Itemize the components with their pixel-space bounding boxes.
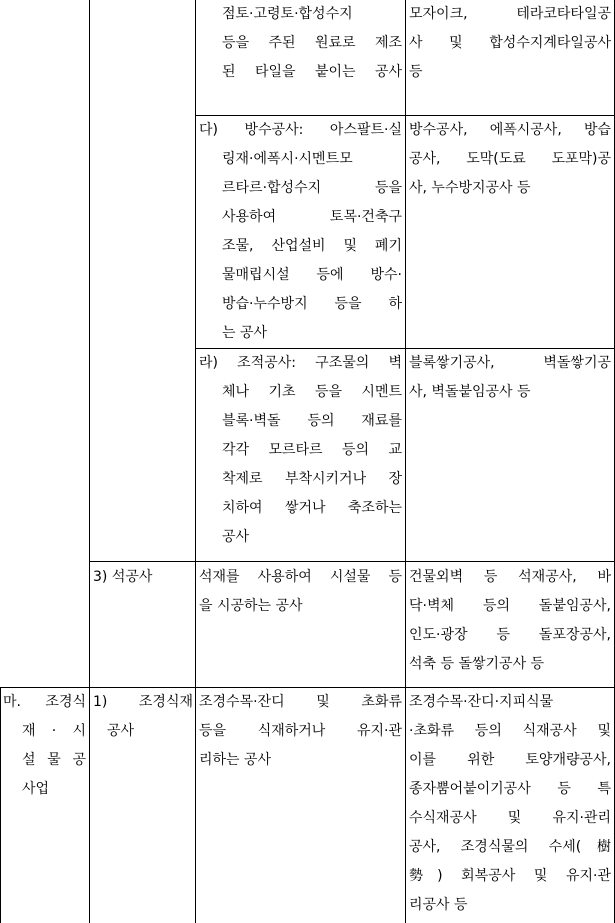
description-line: 각각 모르타르 등의 교 xyxy=(222,442,402,458)
description-line: 방습·누수방지 등을 하 xyxy=(222,296,402,312)
examples-line: 건물외벽 등 석재공사, 바 xyxy=(409,569,611,585)
examples-line: 인도·광장 등 돌포장공사, xyxy=(409,627,611,643)
description-line: 사용하여 토목·건축구 xyxy=(222,209,402,225)
subcategory-line: 1) 조경식재 xyxy=(93,694,193,710)
examples-line: 방수공사, 에폭시공사, 방습 xyxy=(409,122,611,138)
description-line: 을 시공하는 공사 xyxy=(199,598,303,614)
row-tile-description xyxy=(222,0,402,87)
subcategory-line: 공사 xyxy=(107,723,135,739)
row-masonry-examples xyxy=(409,349,611,407)
table-border-left xyxy=(0,687,1,923)
column-divider-desc xyxy=(405,0,406,923)
description-line: 링재·에폭시·시멘트모 xyxy=(222,151,353,167)
category-line: 마. 조경식 xyxy=(3,694,86,710)
examples-line: 닥·벽체 등의 돌붙임공사, xyxy=(409,598,611,614)
examples-line: 블록쌓기공사, 벽돌쌓기공 xyxy=(409,355,611,371)
description-line: 체나 기초 등을 시멘트 xyxy=(222,384,402,400)
examples-line: 리공사 등 xyxy=(409,897,468,913)
description-line: 공사 xyxy=(222,529,250,545)
description-line: 점토·고령토·합성수지 xyxy=(222,6,353,22)
examples-line: 수식재공사 및 유지·관리 xyxy=(409,810,611,826)
description-line: 블록·벽돌 등의 재료를 xyxy=(222,413,402,429)
row-waterproofing-examples xyxy=(409,116,611,203)
examples-line: 勢) 회복공사 및 유지·관 xyxy=(409,868,611,884)
row-tile-examples xyxy=(409,0,611,87)
description-line: 물매립시설 등에 방수· xyxy=(222,267,402,283)
row-landscape-description xyxy=(199,688,402,775)
category-line: 사업 xyxy=(22,781,50,797)
description-line: 등을 주된 원료로 제조 xyxy=(222,35,402,51)
row-stone-examples xyxy=(409,563,611,679)
row-divider-3 xyxy=(89,561,615,562)
examples-line: ·초화류 등의 식재공사 및 xyxy=(409,723,611,739)
description-line: 조경수목·잔디 및 초화류 xyxy=(199,694,402,710)
examples-line: 사, 벽돌붙임공사 등 xyxy=(409,384,531,400)
row-stone-description xyxy=(199,563,402,621)
category-line: 설 물 공 xyxy=(22,752,86,768)
examples-line: 조경수목·잔디·지피식물 xyxy=(409,694,554,710)
examples-line: 석축 등 돌쌓기공사 등 xyxy=(409,656,545,672)
description-line: 치하여 쌓거나 축조하는 xyxy=(222,500,402,516)
subcategory-label: 3) 석공사 xyxy=(93,569,153,585)
description-line: 된 타일을 붙이는 공사 xyxy=(222,64,402,80)
row-landscape-examples xyxy=(409,688,611,920)
description-line: 조물, 산업설비 및 폐기 xyxy=(222,238,402,254)
row-masonry-description xyxy=(199,349,402,552)
description-line: 르타르·합성수지 등을 xyxy=(222,180,402,196)
examples-line: 종자뿜어붙이기공사 등 특 xyxy=(409,781,611,797)
description-line: 등을 식재하거나 유지·관 xyxy=(199,723,402,739)
examples-line: 등 xyxy=(409,64,423,80)
examples-line: 모자이크, 테라코타타일공 xyxy=(409,6,611,22)
examples-line: 공사, 조경식물의 수세(樹 xyxy=(409,839,611,855)
row-stone-subcategory xyxy=(93,563,193,592)
examples-line: 사 및 합성수지계타일공사 xyxy=(409,35,611,51)
row-waterproofing-description xyxy=(199,116,402,348)
row-landscape-subcategory xyxy=(93,688,193,746)
description-line: 다) 방수공사: 아스팔트·실 xyxy=(199,122,402,138)
description-line: 리하는 공사 xyxy=(199,752,272,768)
description-line: 라) 조적공사: 구조물의 벽 xyxy=(199,355,402,371)
examples-line: 공사, 도막(도료 도포막)공 xyxy=(409,151,611,167)
examples-line: 이를 위한 토양개량공사, xyxy=(409,752,611,768)
description-line: 착제로 부착시키거나 장 xyxy=(222,471,402,487)
description-line: 석재를 사용하여 시설물 등 xyxy=(199,569,402,585)
examples-line: 사, 누수방지공사 등 xyxy=(409,180,531,196)
category-line: 재 · 시 xyxy=(22,723,86,739)
column-divider-sub xyxy=(195,0,196,923)
column-divider-category xyxy=(89,0,90,923)
row-landscape-category xyxy=(3,688,86,804)
description-line: 는 공사 xyxy=(222,325,268,341)
